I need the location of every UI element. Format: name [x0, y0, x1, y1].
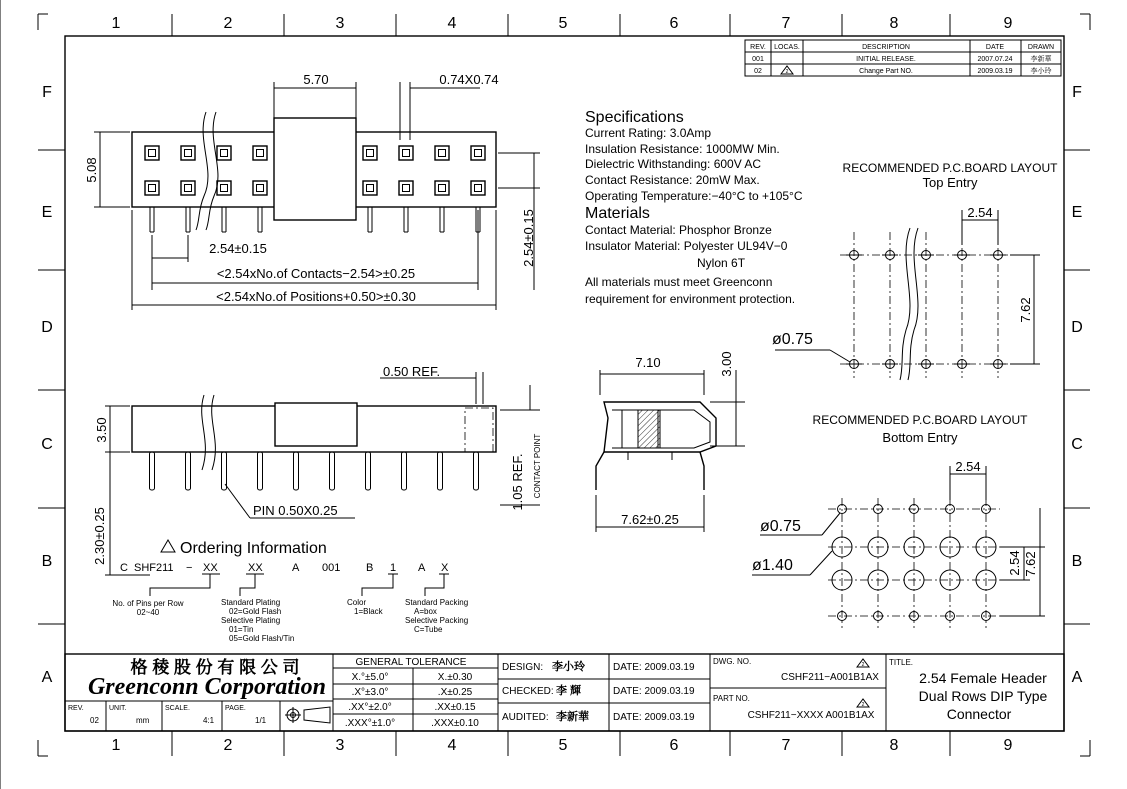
note-color: Color: [347, 598, 367, 607]
contact-pad: [471, 181, 485, 195]
note-plating: 02=Gold Flash: [229, 607, 282, 616]
title-line: Dual Rows DIP Type: [918, 688, 1048, 704]
checked-name: 李 輝: [556, 685, 582, 697]
pcb-top-row-span: 7.62: [1018, 297, 1033, 323]
materials-title: Materials: [585, 205, 650, 222]
dwg-label: DWG. NO.: [713, 657, 752, 666]
contact-pad-inner: [185, 150, 192, 157]
contact-pad-inner: [221, 185, 228, 192]
row-label: D: [1071, 319, 1083, 336]
contact-pad-inner: [403, 185, 410, 192]
contact-pad: [145, 181, 159, 195]
material-line: All materials must meet Greenconn: [585, 275, 773, 289]
col-label: 3: [335, 15, 345, 32]
order-code: B: [366, 562, 374, 574]
pin: [150, 452, 155, 490]
contact-ref: 1.05 REF.: [510, 453, 525, 511]
col-label: 4: [447, 15, 457, 32]
ordering-info: [112, 540, 468, 643]
contact-pad: [435, 146, 449, 160]
end-view-drawing: [596, 370, 745, 532]
pcb-top-hole: ø0.75: [772, 331, 813, 348]
unit-label: UNIT.: [109, 705, 127, 712]
column-labels-bottom: [112, 737, 1013, 754]
contact-pad-inner: [475, 185, 482, 192]
design-label: DESIGN:: [502, 662, 544, 673]
col-label: 5: [558, 737, 568, 754]
contact-pad: [145, 146, 159, 160]
end-width: 7.10: [635, 355, 661, 370]
pcb-bottom-subtitle: Bottom Entry: [882, 430, 958, 445]
scale-label: SCALE.: [165, 705, 190, 712]
tolerance-linear: .XX±0.15: [434, 702, 476, 713]
contact-pad-inner: [257, 185, 264, 192]
order-code: −: [186, 562, 193, 574]
col-label: 6: [669, 737, 679, 754]
audited-label: AUDITED:: [502, 712, 549, 723]
pin: [330, 452, 335, 490]
dim-center-width: 5.70: [303, 72, 329, 87]
unit-value: mm: [136, 716, 150, 725]
rev-cell: 02: [754, 68, 762, 75]
spec-line: Operating Temperature:−40°C to +105°C: [585, 189, 803, 203]
checked-label: CHECKED:: [502, 686, 554, 697]
rev-cell: 001: [752, 56, 764, 63]
pcb-bottom-pitch: 2.54: [955, 459, 981, 474]
col-label: 8: [889, 737, 899, 754]
contact-pad-inner: [149, 150, 156, 157]
dim-body-height: 5.08: [84, 157, 99, 183]
note-pins: 02~40: [136, 608, 160, 617]
order-code: C: [120, 562, 128, 574]
row-label: E: [41, 204, 53, 221]
warning-triangle-icon: [161, 540, 175, 552]
contact-pad-inner: [257, 150, 264, 157]
checked-date: DATE: 2009.03.19: [613, 686, 695, 697]
spec-title: Specifications: [585, 109, 684, 126]
contact-pad-inner: [149, 185, 156, 192]
contact-pad: [253, 146, 267, 160]
part-rev: 2: [861, 702, 865, 708]
material-line: Nylon 6T: [697, 256, 746, 270]
pin: [402, 452, 407, 490]
contact-pad-inner: [475, 150, 482, 157]
contact-pad-inner: [185, 185, 192, 192]
col-label: 7: [781, 15, 791, 32]
tolerance-linear: .X±0.25: [437, 687, 473, 698]
side-pin-length: 2.30±0.25: [92, 507, 107, 565]
part-label: PART NO.: [713, 694, 750, 703]
col-label: 8: [889, 15, 899, 32]
pcb-top-layout: [775, 161, 1058, 380]
ordering-title: Ordering Information: [180, 540, 327, 557]
row-label: A: [1071, 669, 1083, 686]
rev-cell: 2007.07.24: [977, 56, 1013, 63]
contact-pad: [217, 146, 231, 160]
order-code: X: [441, 562, 449, 574]
contact-pad-inner: [403, 150, 410, 157]
row-label: A: [41, 669, 53, 686]
contact-pad: [181, 181, 195, 195]
tolerance-angle: .X°±3.0°: [351, 687, 389, 698]
side-ref-dim: 0.50 REF.: [383, 364, 441, 379]
scale-value: 4:1: [203, 716, 215, 725]
page-label: PAGE.: [225, 705, 246, 712]
design-date: DATE: 2009.03.19: [613, 662, 695, 673]
rev-label: REV.: [68, 705, 84, 712]
order-code: 001: [322, 562, 341, 574]
order-code: 1: [390, 562, 397, 574]
pcb-top-title: RECOMMENDED P.C.BOARD LAYOUT: [842, 161, 1058, 175]
rev-header: DESCRIPTION: [862, 44, 910, 51]
row-label: D: [41, 319, 53, 336]
dwg-rev: 2: [861, 662, 865, 668]
design-name: 李小玲: [552, 661, 585, 673]
col-label: 9: [1003, 737, 1013, 754]
row-labels-left: [41, 84, 53, 686]
col-label: 3: [335, 737, 345, 754]
tolerance-title: GENERAL TOLERANCE: [355, 657, 467, 668]
column-labels-top: [112, 15, 1013, 32]
col-label: 1: [111, 737, 121, 754]
note-packing: Standard Packing: [405, 598, 469, 607]
title-line: 2.54 Female Header: [919, 670, 1047, 686]
contact-pad: [435, 181, 449, 195]
note-pins: No. of Pins per Row: [112, 599, 184, 608]
tolerance-angle: X.°±5.0°: [351, 672, 389, 683]
title-line: Connector: [946, 706, 1012, 722]
dim-contacts: <2.54xNo.of Contacts−2.54>±0.25: [216, 266, 416, 281]
material-line: Contact Material: Phosphor Bronze: [585, 223, 772, 237]
dim-row-spacing: 2.54±0.15: [521, 209, 536, 267]
row-label: E: [1071, 204, 1083, 221]
contact-pad-inner: [367, 185, 374, 192]
note-plating: Standard Plating: [221, 598, 281, 607]
contact-pad: [471, 146, 485, 160]
row-label: F: [1072, 84, 1082, 101]
rev-cell: INITIAL RELEASE.: [856, 56, 916, 63]
order-code: XX: [203, 562, 218, 574]
order-code: A: [292, 562, 300, 574]
row-label: F: [42, 84, 52, 101]
pcb-bottom-row-span: 7.62: [1023, 551, 1038, 577]
order-code: SHF211: [134, 562, 174, 574]
col-label: 5: [558, 15, 568, 32]
pcb-bottom-hole-small: ø0.75: [760, 518, 801, 535]
col-label: 7: [781, 737, 791, 754]
side-height: 3.50: [94, 417, 109, 443]
rev-header: DRAWN: [1027, 44, 1055, 51]
contact-pad: [181, 146, 195, 160]
rev-cell: 李新華: [1030, 56, 1052, 63]
material-line: requirement for environment protection.: [585, 292, 796, 306]
pin: [186, 452, 191, 490]
row-label: C: [41, 436, 53, 453]
note-color: 1=Black: [354, 607, 383, 616]
pin: [366, 452, 371, 490]
note-plating: Selective Plating: [221, 616, 281, 625]
tolerance-linear: X.±0.30: [437, 672, 473, 683]
side-pin-size: PIN 0.50X0.25: [253, 503, 338, 518]
note-plating: 01=Tin: [229, 625, 254, 634]
contact-pad: [363, 181, 377, 195]
spec-line: Insulation Resistance: 1000MW Min.: [585, 142, 780, 156]
contact-pad-inner: [439, 150, 446, 157]
pin: [294, 452, 299, 490]
spec-line: Contact Resistance: 20mW Max.: [585, 173, 760, 187]
rev-cell: 李小玲: [1030, 68, 1052, 75]
row-label: B: [1071, 553, 1083, 570]
pcb-bottom-pitch-v: 2.54: [1007, 550, 1022, 576]
tolerance-angle: .XX°±2.0°: [348, 702, 392, 713]
tolerance-linear: .XXX±0.10: [431, 718, 479, 729]
spec-line: Current Rating: 3.0Amp: [585, 126, 712, 140]
pcb-top-pitch: 2.54: [967, 205, 993, 220]
rev-header: REV.: [750, 44, 766, 51]
contact-pad: [399, 146, 413, 160]
row-labels-right: [1071, 84, 1083, 686]
contact-pad-inner: [367, 150, 374, 157]
audited-name: 李新華: [556, 711, 589, 723]
company-cn: 格 稜 股 份 有 限 公 司: [130, 658, 300, 677]
contact-pad-inner: [221, 150, 228, 157]
title-label: TITLE.: [889, 658, 914, 667]
dwg-no: CSHF211−A001B1AX: [781, 672, 879, 683]
pcb-top-subtitle: Top Entry: [922, 175, 978, 190]
row-label: C: [1071, 436, 1083, 453]
audited-date: DATE: 2009.03.19: [613, 712, 695, 723]
dim-pitch: 2.54±0.15: [209, 241, 267, 256]
col-label: 1: [111, 15, 121, 32]
dim-positions: <2.54xNo.of Positions+0.50>±0.30: [216, 289, 416, 304]
end-height: 3.00: [719, 351, 734, 377]
rev-cell: 2009.03.19: [977, 68, 1013, 75]
spec-line: Dielectric Withstanding: 600V AC: [585, 157, 762, 171]
pcb-bottom-title: RECOMMENDED P.C.BOARD LAYOUT: [812, 413, 1028, 427]
rev-header: DATE: [985, 44, 1005, 51]
pcb-bottom-hole-large: ø1.40: [752, 557, 793, 574]
col-label: 2: [223, 15, 233, 32]
note-packing: Selective Packing: [405, 616, 469, 625]
contact-point-label: CONTACT POINT: [533, 433, 542, 499]
col-label: 6: [669, 15, 679, 32]
col-label: 9: [1003, 15, 1013, 32]
note-packing: C=Tube: [414, 625, 443, 634]
contact-pad: [399, 181, 413, 195]
order-code: A: [418, 562, 426, 574]
contact-pad: [363, 146, 377, 160]
row-label: B: [41, 553, 53, 570]
revision-table: [745, 40, 1061, 76]
order-code: XX: [248, 562, 263, 574]
company-en: Greenconn Corporation: [87, 674, 327, 700]
pin: [438, 452, 443, 490]
note-packing: A=box: [414, 607, 437, 616]
contact-pad: [253, 181, 267, 195]
part-no: CSHF211−XXXX A001B1AX: [747, 710, 875, 721]
note-plating: 05=Gold Flash/Tin: [229, 634, 295, 643]
contact-pad: [217, 181, 231, 195]
tolerance-angle: .XXX°±1.0°: [344, 718, 396, 729]
rev-cell: 2: [785, 69, 789, 75]
specifications-block: [585, 109, 803, 306]
page-value: 1/1: [255, 716, 267, 725]
pin: [474, 452, 479, 490]
material-line: Insulator Material: Polyester UL94V−0: [585, 239, 788, 253]
dim-pad-size: 0.74X0.74: [439, 72, 499, 87]
pin: [258, 452, 263, 490]
col-label: 4: [447, 737, 457, 754]
col-label: 2: [223, 737, 233, 754]
end-row-span: 7.62±0.25: [621, 512, 679, 527]
contact-pad-inner: [439, 185, 446, 192]
rev-header: LOCAS.: [774, 44, 800, 51]
rev-value: 02: [90, 716, 99, 725]
rev-cell: Change Part NO.: [859, 68, 913, 75]
